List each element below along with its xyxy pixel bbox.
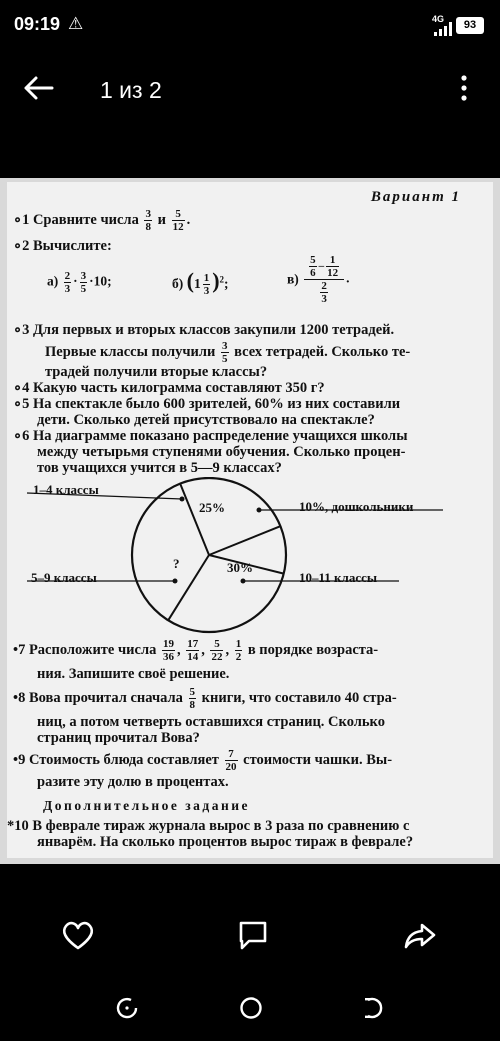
question-1: ∘1 Сравните числа $\frac{3}{8}$ и $\frac{5}{12}$ . (13, 208, 191, 233)
warning-icon: ⚠ (68, 14, 84, 33)
question-2b: б) (1 $\frac{1}{3}$ )$^2$; (172, 268, 229, 298)
action-row (0, 915, 500, 965)
question-5-line1: ∘5 На спектакле было 600 зрителей, 60% из них составили (13, 396, 401, 412)
question-6-line1: ∘6 На диаграмме показано распределение учащихся школы (13, 428, 408, 444)
chart-label-1-4: 1–4 классы (33, 482, 99, 497)
app-bar (0, 60, 500, 124)
question-3-line2: Первые классы получили $\frac{3}{5}$ всех тетрадей. Сколько те- (45, 340, 411, 365)
chart-label-5-9: 5–9 классы (31, 570, 97, 585)
question-4: ∘4 Какую часть килограмма составляют 350 г? (13, 380, 325, 396)
question-6-line2: между четырьмя ступенями обучения. Сколько процен- (37, 444, 406, 460)
question-3-line1: ∘3 Для первых и вторых классов закупили 1200 тетрадей. (13, 322, 395, 338)
leader-preschool-dot (257, 508, 262, 513)
question-8-line2: ниц, а потом четверть оставшихся страниц. Сколько (37, 714, 385, 730)
recent-apps-icon[interactable] (112, 993, 142, 1023)
question-9-line1: •9 Стоимость блюда составляет $\frac{7}{20}$ стоимости чашки. Вы- (13, 748, 393, 773)
slice-1-4-boundary (180, 484, 209, 555)
question-10-line1: *10 В феврале тираж журнала вырос в 3 раза по сравнению с (7, 818, 410, 834)
question-9-line2: разите эту долю в процентах. (37, 774, 229, 790)
share-icon[interactable] (400, 915, 440, 955)
status-time: 09:19 (14, 14, 61, 34)
worksheet-page (7, 182, 493, 858)
question-5-line2: дети. Сколько детей присутствовало на спектакле? (37, 412, 375, 428)
slice-label-25: 25% (199, 500, 225, 515)
battery-indicator: 93 (456, 17, 484, 34)
comment-icon[interactable] (233, 915, 273, 955)
question-2: ∘2 Вычислите: (13, 238, 112, 254)
additional-task-heading: Дополнительное задание (43, 798, 251, 813)
slice-label-30: 30% (227, 560, 253, 575)
document-viewer[interactable] (0, 178, 500, 864)
status-bar (0, 0, 500, 52)
slice-preschool-boundary (209, 526, 280, 555)
chart-label-10-11: 10–11 классы (299, 570, 378, 585)
pie-chart (7, 477, 493, 637)
leader-5-9-dot (173, 579, 178, 584)
page-title: 1 из 2 (100, 77, 162, 103)
variant-heading: Вариант 1 (370, 189, 461, 205)
network-type: 4G (432, 14, 445, 24)
system-nav-bar (0, 985, 500, 1041)
leader-10-11-dot (241, 579, 246, 584)
question-10-line2: январём. На сколько процентов вырос тираж в феврале? (37, 834, 414, 850)
signal-icon (434, 22, 454, 36)
more-options-icon[interactable] (452, 70, 476, 106)
question-7-line1: •7 Расположите числа $\frac{19}{36}$ , $\frac{17}{14}$ , $\frac{5}{22}$ , $\frac{1}{2}$ в порядке возраста- (13, 638, 379, 663)
question-8-line1: •8 Вова прочитал сначала $\frac{5}{8}$ книги, что составило 40 стра- (13, 686, 397, 711)
home-icon[interactable] (236, 993, 266, 1023)
heart-icon[interactable] (58, 915, 98, 955)
back-arrow-icon[interactable] (18, 68, 58, 108)
question-8-line3: страниц прочитал Вова? (37, 730, 200, 746)
back-nav-icon[interactable] (358, 993, 388, 1023)
question-2c: в) $\frac{5}{6}$ – $\frac{1}{12}$ $\frac{2}{3}$ . (287, 254, 350, 305)
leader-1-4-dot (180, 497, 185, 502)
chart-label-preschool: 10%, дошкольники (299, 499, 414, 514)
question-6-line3: тов учащихся учится в 5—9 классах? (37, 460, 282, 476)
question-3-line3: традей получили вторые классы? (45, 364, 268, 380)
question-2a: а) $\frac{2}{3}$ · $\frac{3}{5}$ ·10; (47, 270, 112, 295)
slice-label-unknown: ? (173, 556, 180, 571)
question-7-line2: ния. Запишите своё решение. (37, 666, 230, 682)
